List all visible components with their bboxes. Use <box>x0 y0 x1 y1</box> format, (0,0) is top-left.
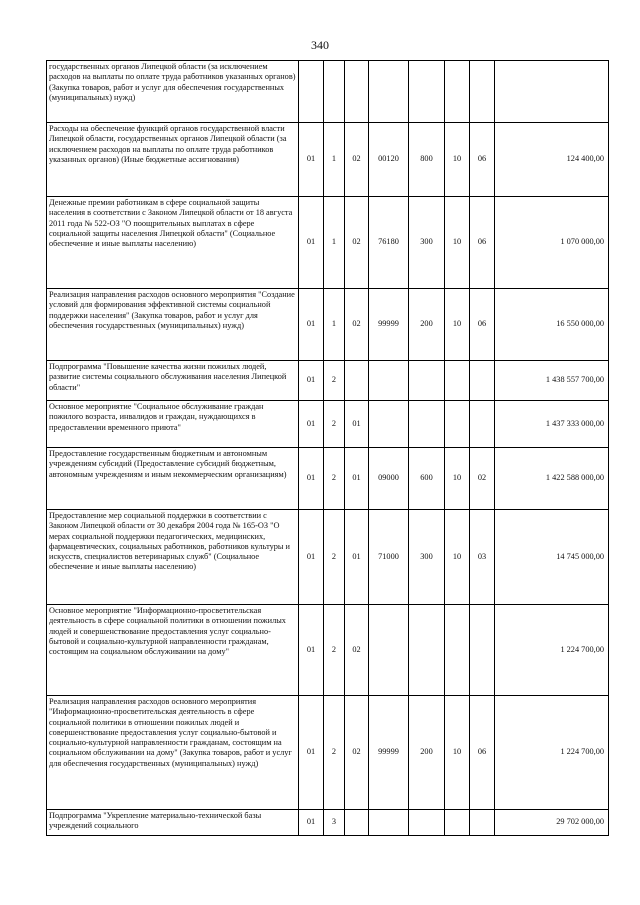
subprogram-code: 3 <box>324 810 345 836</box>
subprogram-code: 2 <box>324 448 345 510</box>
expense-type: 800 <box>409 123 445 197</box>
program-code <box>299 61 324 123</box>
direction-code <box>369 61 409 123</box>
subsection-code: 06 <box>470 289 495 361</box>
row-amount: 29 702 000,00 <box>495 810 609 836</box>
program-code: 01 <box>299 197 324 289</box>
section-code <box>445 401 470 448</box>
direction-code <box>369 401 409 448</box>
subprogram-code: 1 <box>324 197 345 289</box>
subsection-code: 02 <box>470 448 495 510</box>
row-amount: 14 745 000,00 <box>495 510 609 605</box>
activity-code: 01 <box>345 448 369 510</box>
subsection-code: 06 <box>470 123 495 197</box>
expense-type: 300 <box>409 197 445 289</box>
table-row <box>47 448 609 510</box>
row-description: Реализация направления расходов основного мероприятия "Информационно-просветительская деятельность в сфере социальной политики в отношении пожилых людей и совершенствование предоставления услуг социально-бытовой и социально-культурной направленности гражданам, состоящим на социальном обслуживании на дому" (Закупка товаров, работ и услуг для обеспечения государственных (муниципальных) нужд) <box>47 696 299 810</box>
row-description: Подпрограмма "Укрепление материально-технической базы учреждений социального <box>47 810 299 836</box>
activity-code <box>345 810 369 836</box>
table-row <box>47 123 609 197</box>
direction-code: 71000 <box>369 510 409 605</box>
direction-code: 99999 <box>369 289 409 361</box>
subsection-code: 03 <box>470 510 495 605</box>
expense-type: 200 <box>409 289 445 361</box>
table-row <box>47 810 609 836</box>
table-row <box>47 510 609 605</box>
row-description: Предоставление государственным бюджетным и автономным учреждениям субсидий (Предоставление субсидий бюджетным, автономным учреждениям и иным некоммерческим организациям) <box>47 448 299 510</box>
activity-code: 02 <box>345 605 369 696</box>
program-code: 01 <box>299 605 324 696</box>
direction-code <box>369 605 409 696</box>
activity-code: 02 <box>345 289 369 361</box>
section-code: 10 <box>445 289 470 361</box>
section-code: 10 <box>445 123 470 197</box>
activity-code: 02 <box>345 123 369 197</box>
section-code <box>445 810 470 836</box>
subsection-code <box>470 401 495 448</box>
row-amount: 16 550 000,00 <box>495 289 609 361</box>
program-code: 01 <box>299 696 324 810</box>
expense-type <box>409 401 445 448</box>
row-description: Реализация направления расходов основного мероприятия "Создание условий для формирования эффективной системы социальной поддержки населения" (Закупка товаров, работ и услуг для обеспечения государственных (муниципальных) нужд) <box>47 289 299 361</box>
program-code: 01 <box>299 448 324 510</box>
expense-type <box>409 605 445 696</box>
row-amount: 1 224 700,00 <box>495 696 609 810</box>
budget-table-body <box>47 61 609 836</box>
expense-type: 200 <box>409 696 445 810</box>
table-row <box>47 605 609 696</box>
program-code: 01 <box>299 510 324 605</box>
program-code: 01 <box>299 361 324 401</box>
activity-code: 01 <box>345 401 369 448</box>
subprogram-code: 2 <box>324 605 345 696</box>
subsection-code <box>470 810 495 836</box>
row-amount: 124 400,00 <box>495 123 609 197</box>
table-row <box>47 289 609 361</box>
table-row <box>47 197 609 289</box>
row-amount: 1 422 588 000,00 <box>495 448 609 510</box>
section-code: 10 <box>445 510 470 605</box>
section-code: 10 <box>445 696 470 810</box>
page-number: 340 <box>311 38 329 52</box>
direction-code: 09000 <box>369 448 409 510</box>
row-description: Расходы на обеспечение функций органов государственной власти Липецкой области, государственных органов Липецкой области (за исключением расходов на выплаты по оплате труда работников указанных органов) (Иные бюджетные ассигнования) <box>47 123 299 197</box>
subsection-code: 06 <box>470 696 495 810</box>
expense-type: 600 <box>409 448 445 510</box>
row-amount: 1 438 557 700,00 <box>495 361 609 401</box>
subsection-code: 06 <box>470 197 495 289</box>
direction-code: 76180 <box>369 197 409 289</box>
activity-code: 02 <box>345 696 369 810</box>
section-code: 10 <box>445 448 470 510</box>
row-amount <box>495 61 609 123</box>
row-description: Денежные премии работникам в сфере социальной защиты населения в соответствии с Законом Липецкой области от 18 августа 2011 года № 522-ОЗ "О поощрительных выплатах в сфере социальной защиты населения Липецкой области" (Социальное обеспечение и иные выплаты населению) <box>47 197 299 289</box>
section-code <box>445 605 470 696</box>
direction-code <box>369 361 409 401</box>
direction-code: 99999 <box>369 696 409 810</box>
table-row <box>47 61 609 123</box>
subprogram-code: 2 <box>324 696 345 810</box>
subprogram-code: 2 <box>324 401 345 448</box>
program-code: 01 <box>299 810 324 836</box>
subsection-code <box>470 605 495 696</box>
table-row <box>47 696 609 810</box>
row-description: Основное мероприятие "Социальное обслуживание граждан пожилого возраста, инвалидов и граждан, нуждающихся в предоставлении временного приюта" <box>47 401 299 448</box>
subprogram-code <box>324 61 345 123</box>
expense-type <box>409 61 445 123</box>
expense-type <box>409 810 445 836</box>
row-amount: 1 070 000,00 <box>495 197 609 289</box>
row-amount: 1 224 700,00 <box>495 605 609 696</box>
program-code: 01 <box>299 401 324 448</box>
direction-code: 00120 <box>369 123 409 197</box>
subprogram-code: 2 <box>324 361 345 401</box>
section-code: 10 <box>445 197 470 289</box>
subprogram-code: 1 <box>324 123 345 197</box>
row-description: государственных органов Липецкой области (за исключением расходов на выплаты по оплате труда работников указанных органов) (Закупка товаров, работ и услуг для обеспечения государственных (муниципальных) нужд) <box>47 61 299 123</box>
subprogram-code: 1 <box>324 289 345 361</box>
row-amount: 1 437 333 000,00 <box>495 401 609 448</box>
table-row <box>47 401 609 448</box>
activity-code: 01 <box>345 510 369 605</box>
row-description: Предоставление мер социальной поддержки в соответствии с Законом Липецкой области от 30 декабря 2004 года № 165-ОЗ "О мерах социальной поддержки педагогических, медицинских, фармацевтических, социальных работников, работников культуры и искусств, специалистов ветеринарных служб" (Социальное обеспечение и иные выплаты населению) <box>47 510 299 605</box>
activity-code <box>345 361 369 401</box>
expense-type <box>409 361 445 401</box>
section-code <box>445 61 470 123</box>
activity-code: 02 <box>345 197 369 289</box>
direction-code <box>369 810 409 836</box>
budget-table <box>46 60 609 836</box>
section-code <box>445 361 470 401</box>
row-description: Основное мероприятие "Информационно-просветительская деятельность в сфере социальной политики в отношении пожилых людей и совершенствование предоставления услуг социально-бытовой и социально-культурной направленности гражданам, состоящим на социальном обслуживании на дому" <box>47 605 299 696</box>
row-description: Подпрограмма "Повышение качества жизни пожилых людей, развитие системы социального обслуживания населения Липецкой области" <box>47 361 299 401</box>
subprogram-code: 2 <box>324 510 345 605</box>
program-code: 01 <box>299 289 324 361</box>
program-code: 01 <box>299 123 324 197</box>
subsection-code <box>470 61 495 123</box>
expense-type: 300 <box>409 510 445 605</box>
activity-code <box>345 61 369 123</box>
table-row <box>47 361 609 401</box>
subsection-code <box>470 361 495 401</box>
